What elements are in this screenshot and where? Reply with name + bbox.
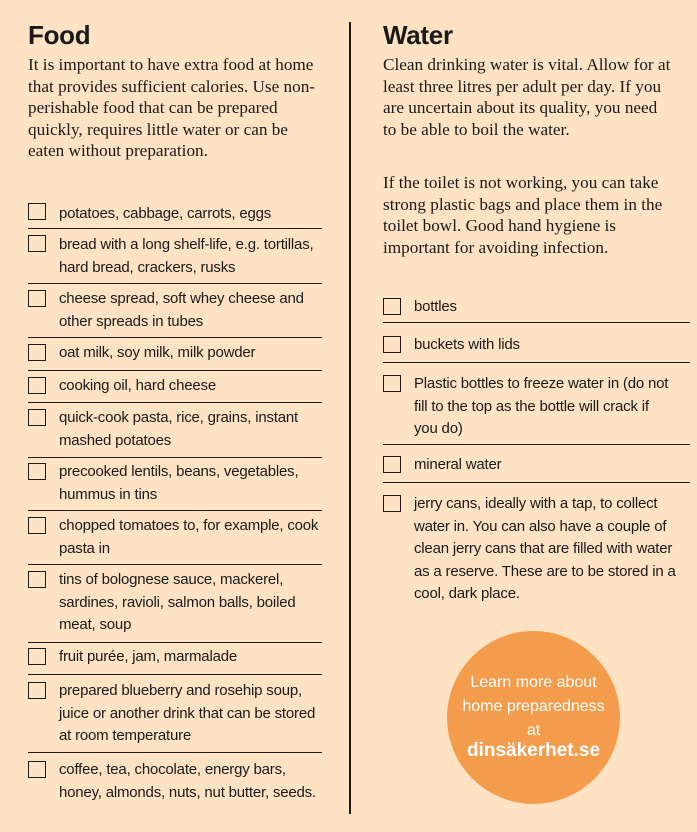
water-checkbox[interactable]: [383, 456, 401, 473]
learn-more-badge[interactable]: [447, 631, 620, 804]
food-row-divider: [28, 510, 322, 511]
water-item-label: Plastic bottles to freeze water in (do not fill to the top as the bottle will crack if you do): [414, 375, 669, 437]
food-item-label: fruit purée, jam, marmalade: [59, 648, 238, 665]
water-item-label: mineral water: [414, 456, 502, 473]
food-checkbox[interactable]: [28, 761, 46, 778]
food-checkbox[interactable]: [28, 682, 46, 699]
water-checkbox[interactable]: [383, 375, 401, 392]
water-checkbox[interactable]: [383, 336, 401, 353]
food-item-label: precooked lentils, beans, vegetables, hummus in tins: [59, 463, 299, 503]
water-item-label: jerry cans, ideally with a tap, to collect water in. You can also have a couple of clean jerry cans that are filled with water as a reserve. These are to be stored in a cool, dark place.: [414, 495, 676, 602]
food-item-label: quick-cook pasta, rice, grains, instant mashed potatoes: [59, 409, 298, 449]
food-item-label: tins of bolognese sauce, mackerel, sardines, ravioli, salmon balls, boiled meat, soup: [59, 571, 296, 633]
water-intro-2: If the toilet is not working, you can take strong plastic bags and place them in the toilet bowl. Good hand hygiene is important for avoiding infection.: [383, 173, 663, 257]
column-divider: [349, 22, 351, 814]
food-row-divider: [28, 370, 322, 371]
food-item-label: bread with a long shelf-life, e.g. tortillas, hard bread, crackers, rusks: [59, 236, 314, 276]
food-checkbox[interactable]: [28, 290, 46, 307]
food-intro: It is important to have extra food at home that provides sufficient calories. Use non-perishable food that can be prepared quickly, requires little water or can be eaten without preparation.: [28, 55, 316, 160]
food-row-divider: [28, 752, 322, 753]
food-checkbox[interactable]: [28, 409, 46, 426]
food-checkbox[interactable]: [28, 344, 46, 361]
food-item-label: prepared blueberry and rosehip soup, juice or another drink that can be stored at room temperature: [59, 682, 316, 744]
food-item-label: chopped tomatoes to, for example, cook pasta in: [59, 517, 319, 557]
food-row-divider: [28, 228, 322, 229]
food-item-label: cheese spread, soft whey cheese and other spreads in tubes: [59, 290, 304, 330]
food-checkbox[interactable]: [28, 463, 46, 480]
food-row-divider: [28, 337, 322, 338]
promo-line-2: home preparedness: [462, 698, 605, 715]
food-checkbox[interactable]: [28, 517, 46, 534]
water-item-label: buckets with lids: [414, 336, 520, 353]
promo-url-link[interactable]: dinsäkerhet.se: [466, 740, 601, 761]
food-row-divider: [28, 564, 322, 565]
water-title: Water: [383, 20, 453, 50]
food-title: Food: [28, 20, 91, 50]
food-checkbox[interactable]: [28, 648, 46, 665]
water-item-label: bottles: [414, 298, 457, 315]
water-row-divider: [383, 362, 690, 363]
food-item-label: potatoes, cabbage, carrots, eggs: [59, 205, 272, 222]
promo-line-1: Learn more about: [470, 674, 597, 691]
food-row-divider: [28, 402, 322, 403]
food-row-divider: [28, 457, 322, 458]
food-item-label: cooking oil, hard cheese: [59, 377, 216, 394]
water-checkbox[interactable]: [383, 495, 401, 512]
food-row-divider: [28, 674, 322, 675]
food-checkbox[interactable]: [28, 203, 46, 220]
water-intro-1: Clean drinking water is vital. Allow for at least three litres per adult per day. If you are uncertain about its quality, you need to be able to boil the water.: [383, 55, 671, 139]
water-row-divider: [383, 322, 690, 323]
food-item-label: coffee, tea, chocolate, energy bars, honey, almonds, nuts, nut butter, seeds.: [59, 761, 316, 801]
food-item-label: oat milk, soy milk, milk powder: [59, 344, 256, 361]
food-row-divider: [28, 283, 322, 284]
water-checkbox[interactable]: [383, 298, 401, 315]
food-checkbox[interactable]: [28, 235, 46, 252]
food-row-divider: [28, 642, 322, 643]
water-row-divider: [383, 482, 690, 483]
food-checkbox[interactable]: [28, 571, 46, 588]
food-checkbox[interactable]: [28, 377, 46, 394]
promo-line-3: at: [526, 722, 541, 739]
water-row-divider: [383, 444, 690, 445]
